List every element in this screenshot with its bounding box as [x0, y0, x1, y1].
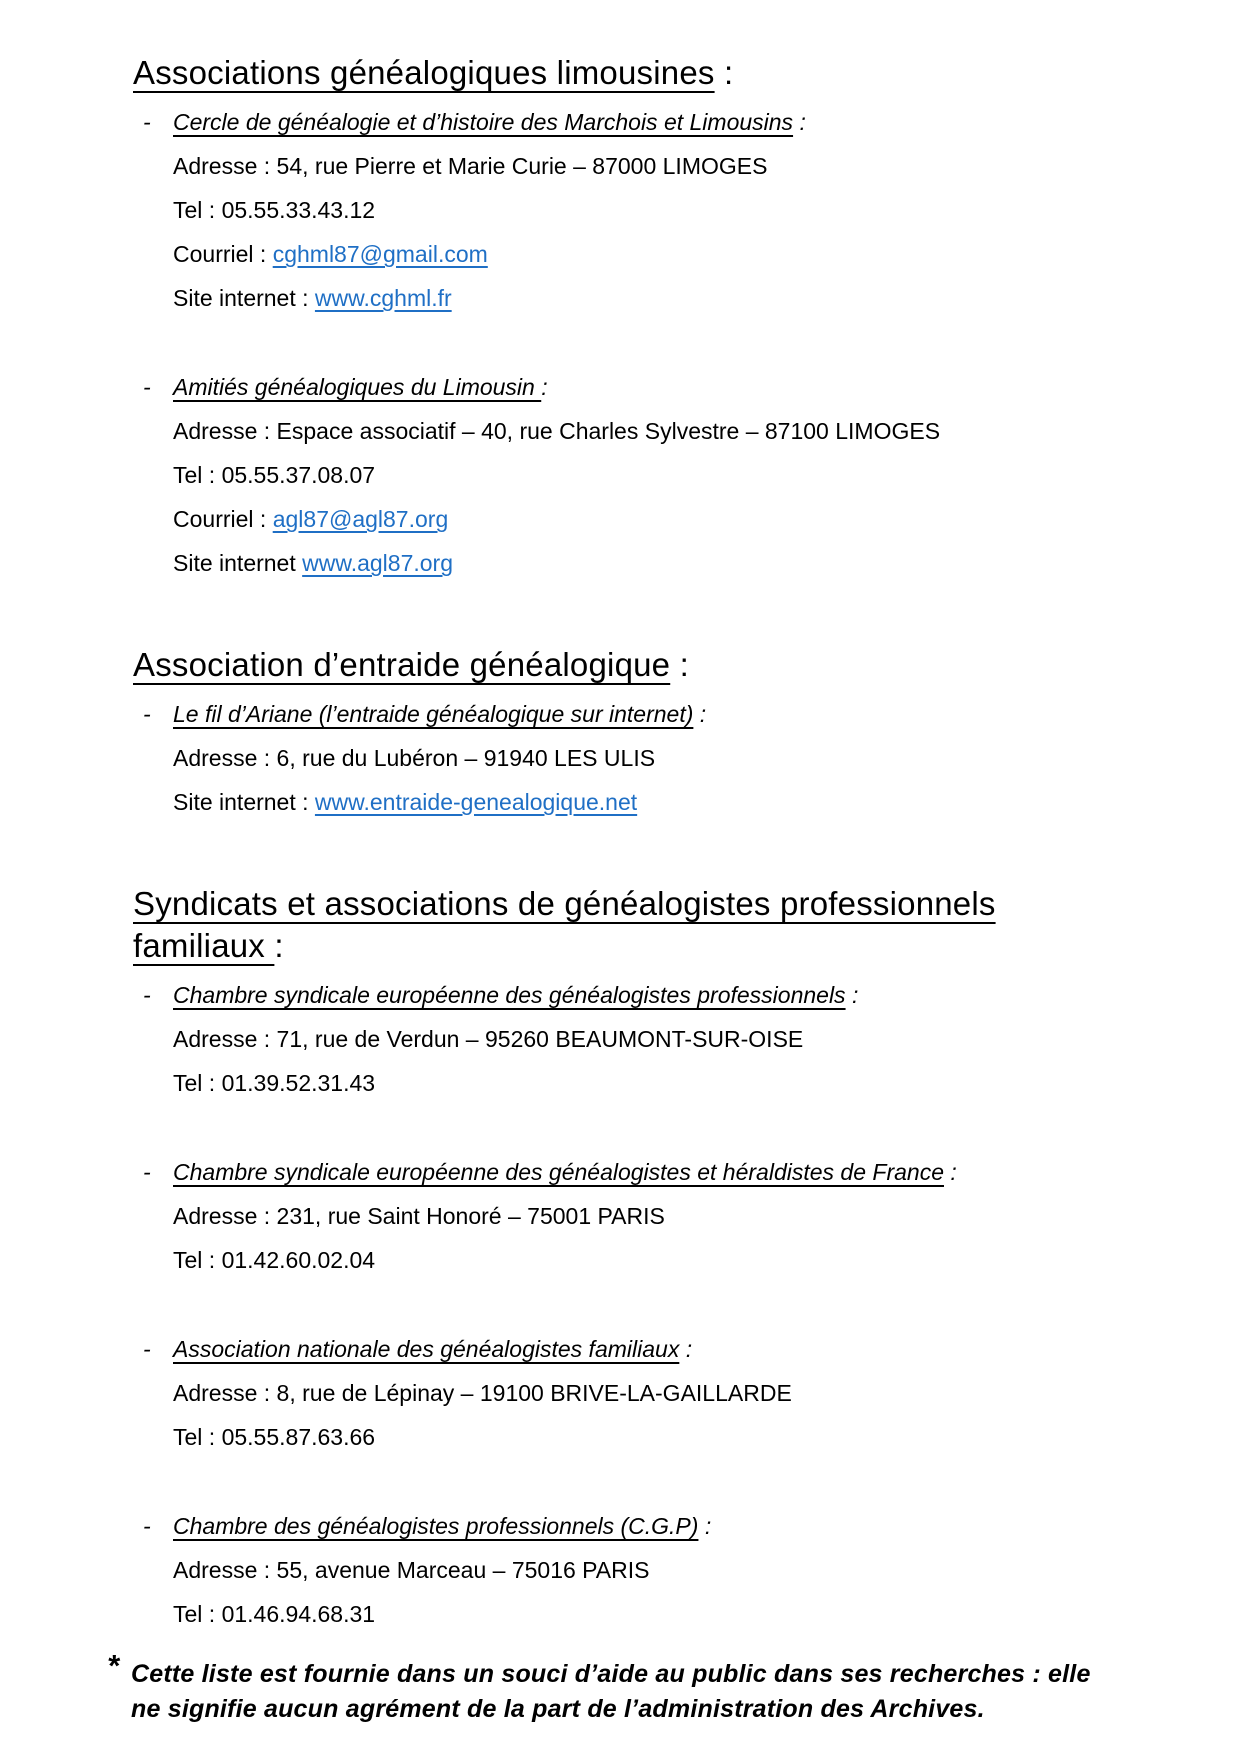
detail-value: 8, rue de Lépinay – 19100 BRIVE-LA-GAILLARDE — [276, 1380, 792, 1406]
bullet-dash: - — [143, 374, 151, 400]
detail-line — [173, 1071, 1119, 1096]
bullet-dash: - — [143, 1513, 151, 1539]
footnote-text: Cette liste est fournie dans un souci d’aide au public dans ses recherches : elle ne signifie aucun agrément de la part de l’administration des Archives. — [131, 1660, 1091, 1723]
detail-value: 01.46.94.68.31 — [221, 1601, 376, 1627]
section-heading-colon: : — [714, 54, 734, 91]
email-link[interactable]: agl87@agl87.org — [272, 506, 449, 532]
detail-line — [173, 1558, 1119, 1583]
association-title — [173, 983, 1119, 1008]
section-items — [133, 110, 1119, 576]
detail-label: Courriel : — [173, 241, 273, 267]
section-heading-colon: : — [670, 646, 689, 683]
detail-label: Adresse : — [173, 1380, 277, 1406]
bullet-dash: - — [143, 701, 151, 727]
association-title — [173, 1514, 1119, 1539]
detail-line — [173, 1027, 1119, 1052]
association-title-text: Chambre syndicale européenne des généalogistes et héraldistes de France — [173, 1159, 944, 1185]
email-link[interactable]: cghml87@gmail.com — [272, 241, 488, 267]
detail-line — [173, 1425, 1119, 1450]
website-link[interactable]: www.agl87.org — [302, 550, 453, 576]
association-title-text: Le fil d’Ariane (l’entraide généalogique sur internet) — [173, 701, 694, 727]
association-section — [133, 644, 1119, 815]
detail-value: Espace associatif – 40, rue Charles Sylvestre – 87100 LIMOGES — [276, 418, 941, 444]
association-item — [133, 375, 1119, 576]
section-heading — [133, 883, 1119, 967]
sections-container — [133, 52, 1119, 1627]
detail-value: 01.42.60.02.04 — [221, 1247, 376, 1273]
association-title — [173, 375, 1119, 400]
association-title-colon: : — [679, 1336, 693, 1362]
section-heading-text: Associations généalogiques limousines — [133, 54, 715, 91]
association-title-colon: : — [845, 982, 859, 1008]
association-details — [173, 419, 1119, 576]
detail-label: Courriel : — [173, 506, 273, 532]
association-title-text: Chambre syndicale européenne des généalogistes professionnels — [173, 982, 846, 1008]
website-link[interactable]: www.cghml.fr — [314, 285, 452, 311]
association-item — [133, 702, 1119, 815]
association-title — [173, 110, 1119, 135]
association-details — [173, 1204, 1119, 1273]
detail-value: 01.39.52.31.43 — [221, 1070, 376, 1096]
association-title-text: Chambre des généalogistes professionnels (C.G.P) — [173, 1513, 699, 1539]
association-item — [133, 110, 1119, 311]
section-heading-text: Syndicats et associations de généalogistes professionnels familiaux — [133, 885, 996, 964]
footnote — [107, 1648, 1117, 1727]
association-details — [173, 746, 1119, 815]
detail-label: Tel : — [173, 1424, 222, 1450]
bullet-dash: - — [143, 1336, 151, 1362]
association-title-colon: : — [698, 1513, 712, 1539]
detail-value: 231, rue Saint Honoré – 75001 PARIS — [276, 1203, 665, 1229]
footnote-asterisk: * — [107, 1648, 120, 1683]
detail-line — [173, 1204, 1119, 1229]
association-item — [133, 983, 1119, 1096]
detail-label: Site internet : — [173, 285, 315, 311]
detail-value: 05.55.33.43.12 — [221, 197, 376, 223]
association-section — [133, 52, 1119, 576]
association-title-colon: : — [693, 701, 707, 727]
detail-label: Tel : — [173, 197, 222, 223]
detail-label: Tel : — [173, 462, 222, 488]
association-details — [173, 154, 1119, 311]
detail-line — [173, 790, 1119, 815]
section-heading-text: Association d’entraide généalogique — [133, 646, 671, 683]
section-items — [133, 983, 1119, 1627]
association-title-text: Amitiés généalogiques du Limousin — [173, 374, 542, 400]
association-title-colon: : — [943, 1159, 957, 1185]
detail-line — [173, 1381, 1119, 1406]
detail-line — [173, 746, 1119, 771]
detail-line — [173, 551, 1119, 576]
association-title — [173, 702, 1119, 727]
detail-line — [173, 419, 1119, 444]
detail-label: Tel : — [173, 1601, 222, 1627]
detail-label: Adresse : — [173, 418, 277, 444]
detail-value: 71, rue de Verdun – 95260 BEAUMONT-SUR-OISE — [276, 1026, 804, 1052]
detail-label: Adresse : — [173, 1203, 277, 1229]
association-title-colon: : — [793, 109, 806, 135]
detail-line — [173, 1602, 1119, 1627]
section-items — [133, 702, 1119, 815]
association-title — [173, 1337, 1119, 1362]
association-details — [173, 1381, 1119, 1450]
bullet-dash: - — [143, 109, 151, 135]
detail-line — [173, 242, 1119, 267]
association-title-colon: : — [541, 374, 548, 400]
detail-label: Adresse : — [173, 1026, 277, 1052]
section-heading — [133, 52, 1119, 94]
detail-label: Tel : — [173, 1247, 222, 1273]
association-title-text: Association nationale des généalogistes familiaux — [173, 1336, 680, 1362]
detail-line — [173, 154, 1119, 179]
detail-value: 54, rue Pierre et Marie Curie – 87000 LIMOGES — [276, 153, 768, 179]
association-details — [173, 1027, 1119, 1096]
website-link[interactable]: www.entraide-genealogique.net — [314, 789, 638, 815]
detail-label: Tel : — [173, 1070, 222, 1096]
association-item — [133, 1337, 1119, 1450]
detail-value: 55, avenue Marceau – 75016 PARIS — [276, 1557, 650, 1583]
detail-line — [173, 463, 1119, 488]
association-item — [133, 1514, 1119, 1627]
bullet-dash: - — [143, 1159, 151, 1185]
detail-value: 6, rue du Lubéron – 91940 LES ULIS — [276, 745, 656, 771]
section-heading — [133, 644, 1119, 686]
association-title — [173, 1160, 1119, 1185]
detail-label: Adresse : — [173, 153, 277, 179]
association-item — [133, 1160, 1119, 1273]
detail-label: Adresse : — [173, 1557, 277, 1583]
detail-line — [173, 507, 1119, 532]
association-title-text: Cercle de généalogie et d’histoire des Marchois et Limousins — [173, 109, 794, 135]
detail-line — [173, 198, 1119, 223]
detail-label: Site internet — [173, 550, 303, 576]
detail-line — [173, 1248, 1119, 1273]
detail-label: Site internet : — [173, 789, 315, 815]
detail-label: Adresse : — [173, 745, 277, 771]
detail-value: 05.55.87.63.66 — [221, 1424, 376, 1450]
association-details — [173, 1558, 1119, 1627]
detail-line — [173, 286, 1119, 311]
association-section — [133, 883, 1119, 1627]
section-heading-colon: : — [274, 927, 284, 964]
bullet-dash: - — [143, 982, 151, 1008]
detail-value: 05.55.37.08.07 — [221, 462, 376, 488]
